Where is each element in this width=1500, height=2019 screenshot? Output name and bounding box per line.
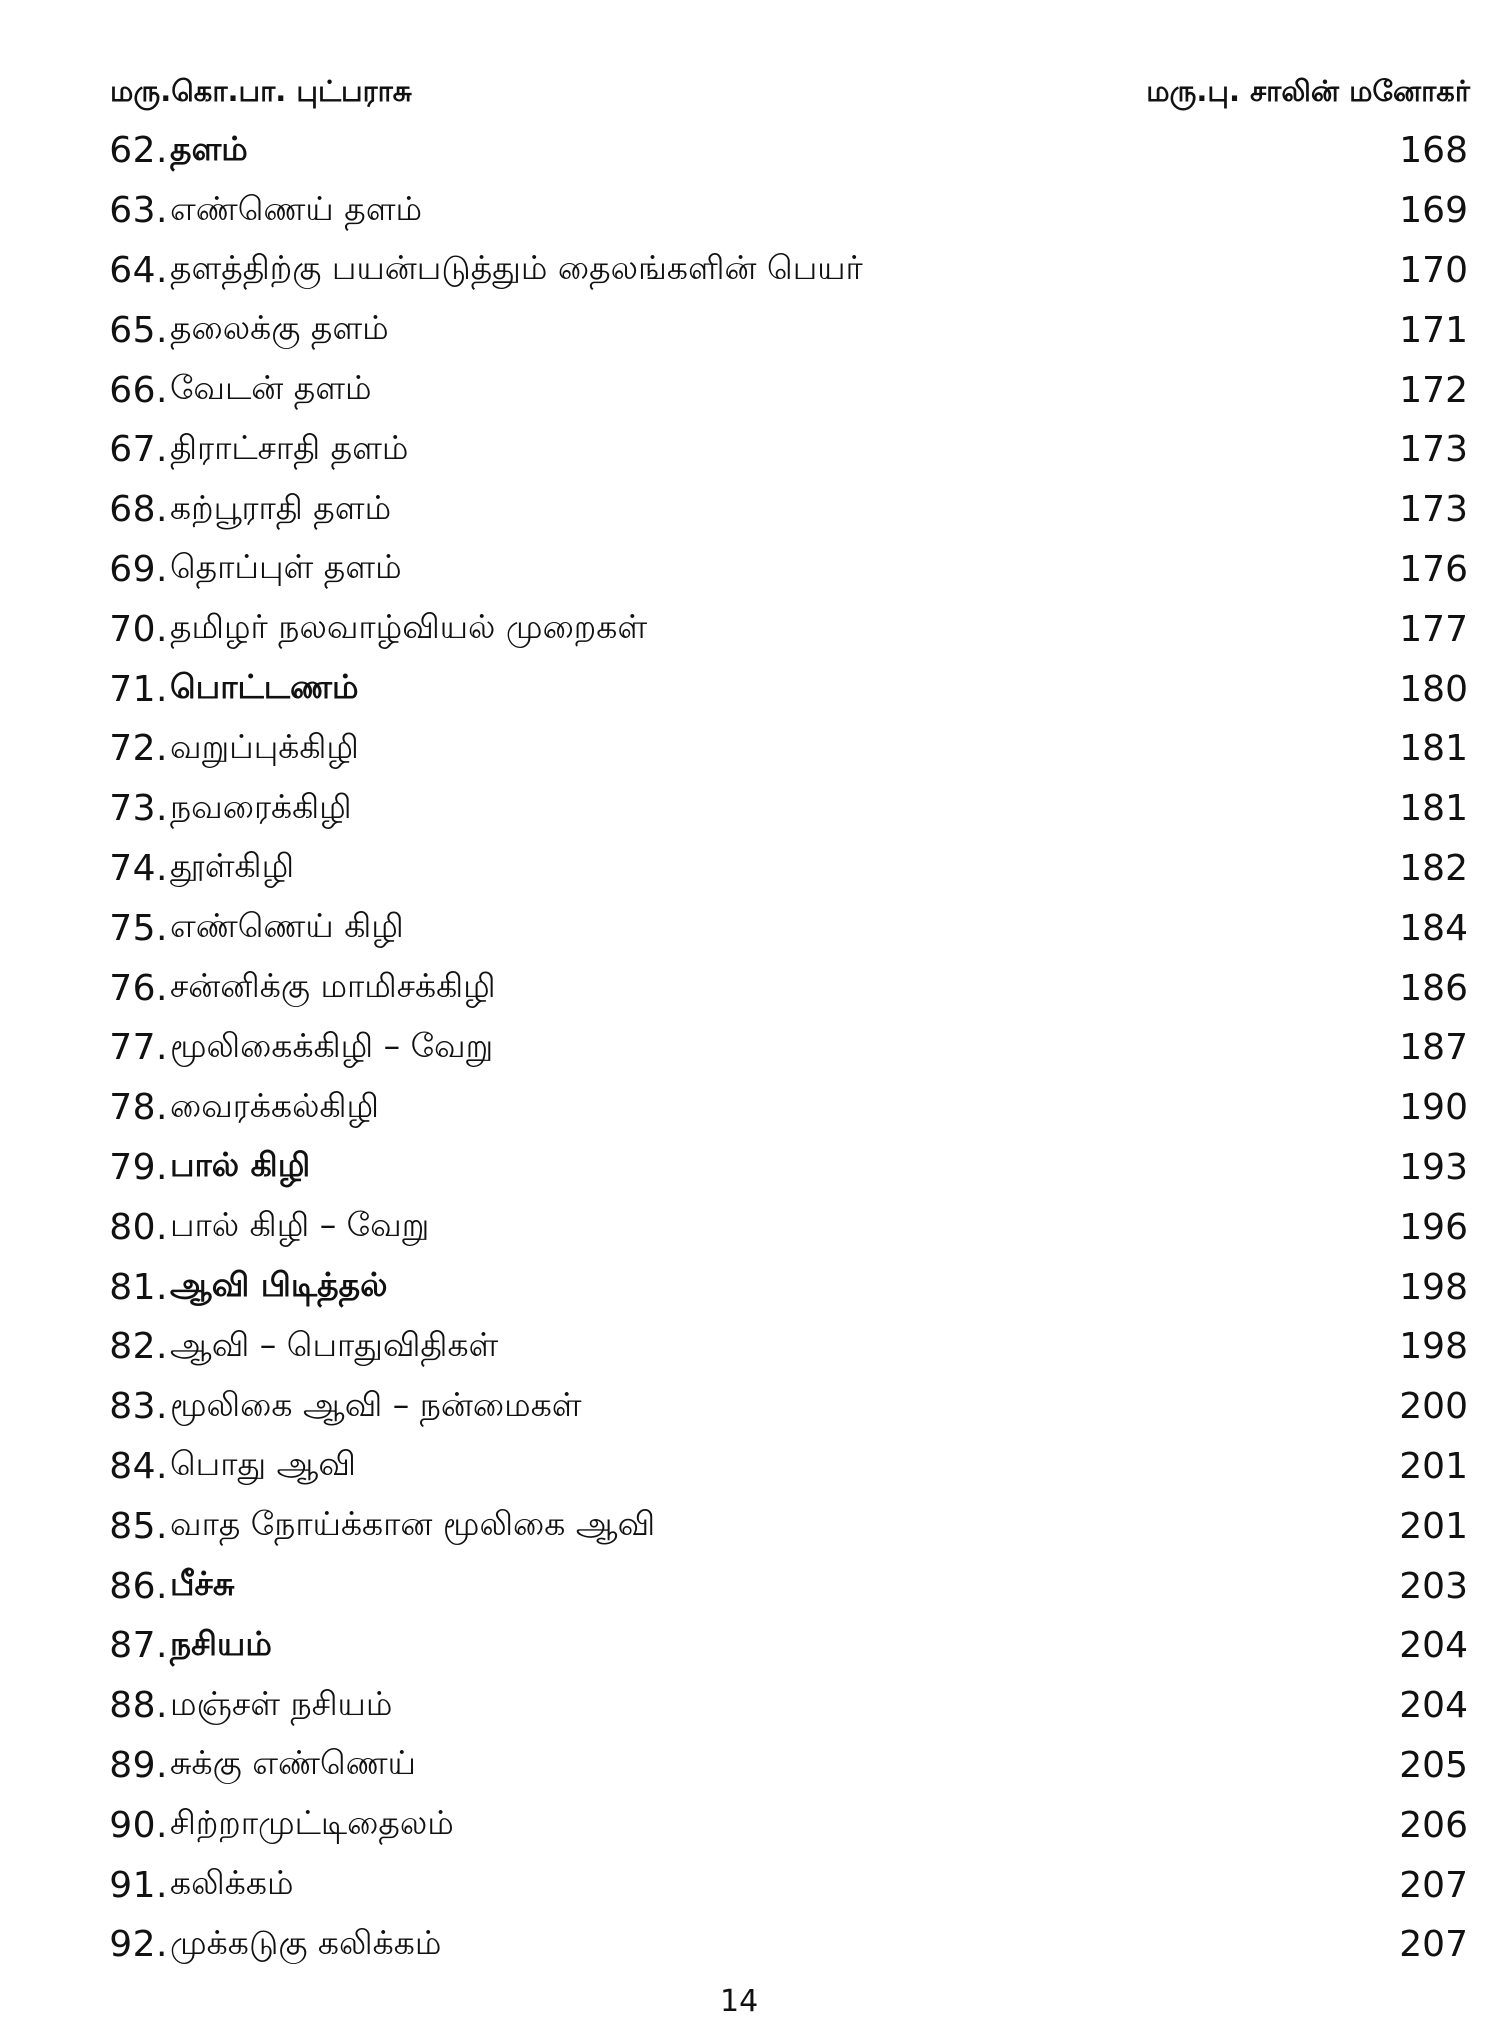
toc-entry — [68, 241, 1468, 301]
toc-entry-title: வேடன் தளம் — [170, 368, 372, 408]
toc-entry-page: 204 — [1399, 1625, 1468, 1667]
toc-entry — [68, 1377, 1468, 1437]
toc-entry — [68, 121, 1468, 181]
toc-entry-title: எண்ணெய் கிழி — [170, 906, 404, 946]
toc-entry-number: 85. — [109, 1505, 168, 1547]
toc-entry-number: 63. — [109, 190, 168, 232]
toc-entry-page: 196 — [1399, 1206, 1468, 1248]
toc-entry-page: 181 — [1399, 728, 1468, 770]
toc-entry — [68, 300, 1468, 360]
toc-entry-number: 73. — [109, 788, 168, 830]
toc-entry-number: 84. — [109, 1445, 168, 1487]
toc-entry-number: 62. — [109, 130, 168, 172]
toc-entry-title: மூலிகைக்கிழி – வேறு — [170, 1025, 494, 1065]
page-header — [110, 68, 1470, 118]
toc-entry-title: நசியம் — [170, 1623, 272, 1663]
toc-entry — [68, 1496, 1468, 1556]
toc-entry-page: 184 — [1399, 907, 1468, 949]
toc-entry-page: 176 — [1399, 548, 1468, 590]
toc-entry-page: 200 — [1399, 1386, 1468, 1428]
toc-entry-page: 205 — [1399, 1744, 1468, 1786]
toc-entry — [68, 898, 1468, 958]
toc-entry-title: கலிக்கம் — [170, 1863, 294, 1902]
toc-entry-number: 81. — [109, 1266, 168, 1308]
toc-entry — [68, 1855, 1468, 1915]
toc-entry-title: முக்கடுகு கலிக்கம் — [170, 1922, 442, 1962]
toc-entry-number: 79. — [109, 1146, 168, 1188]
toc-entry — [68, 599, 1468, 659]
toc-entry — [68, 779, 1468, 839]
toc-entry-title: நவரைக்கிழி — [170, 786, 352, 826]
toc-entry-page: 198 — [1399, 1326, 1468, 1368]
toc-entry-title: மஞ்சள் நசியம் — [170, 1683, 393, 1723]
toc-entry-page: 170 — [1399, 249, 1468, 291]
toc-entry-title: வைரக்கல்கிழி — [170, 1085, 379, 1125]
toc-entry-title: பால் கிழி – வேறு — [170, 1205, 430, 1245]
toc-entry-page: 206 — [1399, 1804, 1468, 1846]
toc-entry-page: 168 — [1399, 130, 1468, 172]
toc-entry-title: கற்பூராதி தளம் — [170, 487, 392, 527]
toc-entry-page: 173 — [1399, 429, 1468, 471]
toc-entry-number: 77. — [109, 1027, 168, 1069]
toc-entry-page: 186 — [1399, 967, 1468, 1009]
toc-entry-title: திராட்சாதி தளம் — [170, 427, 409, 467]
toc-entry — [68, 1736, 1468, 1796]
toc-entry-number: 74. — [109, 847, 168, 889]
toc-entry-title: தளம் — [170, 128, 248, 168]
toc-entry-number: 76. — [109, 967, 168, 1009]
toc-entry — [68, 480, 1468, 540]
toc-entry-page: 190 — [1399, 1087, 1468, 1129]
toc-entry — [68, 1556, 1468, 1616]
toc-entry-number: 86. — [109, 1565, 168, 1607]
toc-entry-number: 78. — [109, 1087, 168, 1129]
toc-entry-page: 173 — [1399, 489, 1468, 531]
toc-entry-number: 80. — [109, 1206, 168, 1248]
toc-entry — [68, 659, 1468, 719]
toc-entry-number: 71. — [109, 668, 168, 710]
toc-entry-page: 207 — [1399, 1864, 1468, 1906]
toc-entry-title: தளத்திற்கு பயன்படுத்தும் தைலங்களின் பெயர் — [170, 248, 863, 288]
toc-entry — [68, 839, 1468, 899]
toc-entry-number: 70. — [109, 608, 168, 650]
toc-entry-title: பால் கிழி — [170, 1145, 311, 1185]
toc-entry-number: 66. — [109, 369, 168, 411]
toc-entry — [68, 1018, 1468, 1078]
toc-entry-page: 193 — [1399, 1146, 1468, 1188]
toc-entry — [68, 1437, 1468, 1497]
toc-entry-number: 83. — [109, 1386, 168, 1428]
toc-entry-number: 92. — [109, 1924, 168, 1966]
toc-entry-page: 181 — [1399, 788, 1468, 830]
toc-entry-number: 69. — [109, 548, 168, 590]
toc-entry-number: 64. — [109, 249, 168, 291]
toc-entry — [68, 540, 1468, 600]
toc-entry-page: 177 — [1399, 608, 1468, 650]
toc-entry-title: எண்ணெய் தளம் — [170, 188, 423, 228]
toc-entry-page: 187 — [1399, 1027, 1468, 1069]
toc-entry-page: 201 — [1399, 1445, 1468, 1487]
toc-entry-title: சிற்றாமுட்டிதைலம் — [170, 1803, 454, 1843]
toc-entry — [68, 719, 1468, 779]
toc-entry — [68, 1138, 1468, 1198]
toc-entry-title: சுக்கு எண்ணெய் — [170, 1743, 416, 1783]
toc-entry-page: 207 — [1399, 1924, 1468, 1966]
left-author: மரு.கொ.பா. புட்பராசு — [110, 74, 412, 108]
toc-entry-title: பீச்சு — [170, 1564, 235, 1604]
toc-entry-title: வாத நோய்க்கான மூலிகை ஆவி — [170, 1504, 656, 1544]
toc-entry-number: 68. — [109, 489, 168, 531]
toc-entry-title: ஆவி பிடித்தல் — [170, 1265, 388, 1305]
right-author: மரு.பு. சாலின் மனோகர் — [1146, 74, 1470, 108]
toc-entry-title: பொட்டணம் — [170, 667, 359, 707]
toc-entry-number: 72. — [109, 728, 168, 770]
toc-entry — [68, 1078, 1468, 1138]
toc-entry — [68, 1197, 1468, 1257]
toc-entry — [68, 360, 1468, 420]
toc-entry-page: 182 — [1399, 847, 1468, 889]
toc-entry-title: ஆவி – பொதுவிதிகள் — [170, 1324, 499, 1364]
toc-entry-page: 198 — [1399, 1266, 1468, 1308]
toc-entry-page: 171 — [1399, 309, 1468, 351]
toc-entry — [68, 181, 1468, 241]
toc-entry-number: 67. — [109, 429, 168, 471]
toc-entry-title: பொது ஆவி — [170, 1444, 356, 1484]
toc-entry-number: 65. — [109, 309, 168, 351]
toc-entry-number: 75. — [109, 907, 168, 949]
toc-entry-title: சன்னிக்கு மாமிசக்கிழி — [170, 966, 496, 1006]
toc-entry-number: 88. — [109, 1685, 168, 1727]
toc-entry — [68, 1616, 1468, 1676]
toc-entry — [68, 958, 1468, 1018]
toc-entry-number: 91. — [109, 1864, 168, 1906]
toc-entry-number: 82. — [109, 1326, 168, 1368]
toc-entry-page: 203 — [1399, 1565, 1468, 1607]
toc-entry-title: தொப்புள் தளம் — [170, 547, 402, 587]
toc-entry-title: மூலிகை ஆவி – நன்மைகள் — [170, 1384, 582, 1424]
page-number: 14 — [720, 1984, 759, 2019]
toc-entry — [68, 1317, 1468, 1377]
toc-entry-title: வறுப்புக்கிழி — [170, 726, 359, 766]
table-of-contents — [68, 121, 1468, 1975]
toc-entry-page: 204 — [1399, 1685, 1468, 1727]
toc-entry — [68, 1257, 1468, 1317]
toc-entry — [68, 420, 1468, 480]
toc-entry-title: தூள்கிழி — [170, 846, 295, 886]
toc-entry-title: தலைக்கு தளம் — [170, 308, 389, 348]
toc-entry-page: 169 — [1399, 190, 1468, 232]
toc-entry-number: 90. — [109, 1804, 168, 1846]
toc-entry-number: 87. — [109, 1625, 168, 1667]
toc-entry-page: 201 — [1399, 1505, 1468, 1547]
toc-entry-page: 172 — [1399, 369, 1468, 411]
toc-entry-title: தமிழர் நலவாழ்வியல் முறைகள் — [170, 607, 648, 647]
toc-entry-number: 89. — [109, 1744, 168, 1786]
toc-entry — [68, 1795, 1468, 1855]
toc-entry — [68, 1676, 1468, 1736]
toc-entry — [68, 1915, 1468, 1975]
toc-entry-page: 180 — [1399, 668, 1468, 710]
